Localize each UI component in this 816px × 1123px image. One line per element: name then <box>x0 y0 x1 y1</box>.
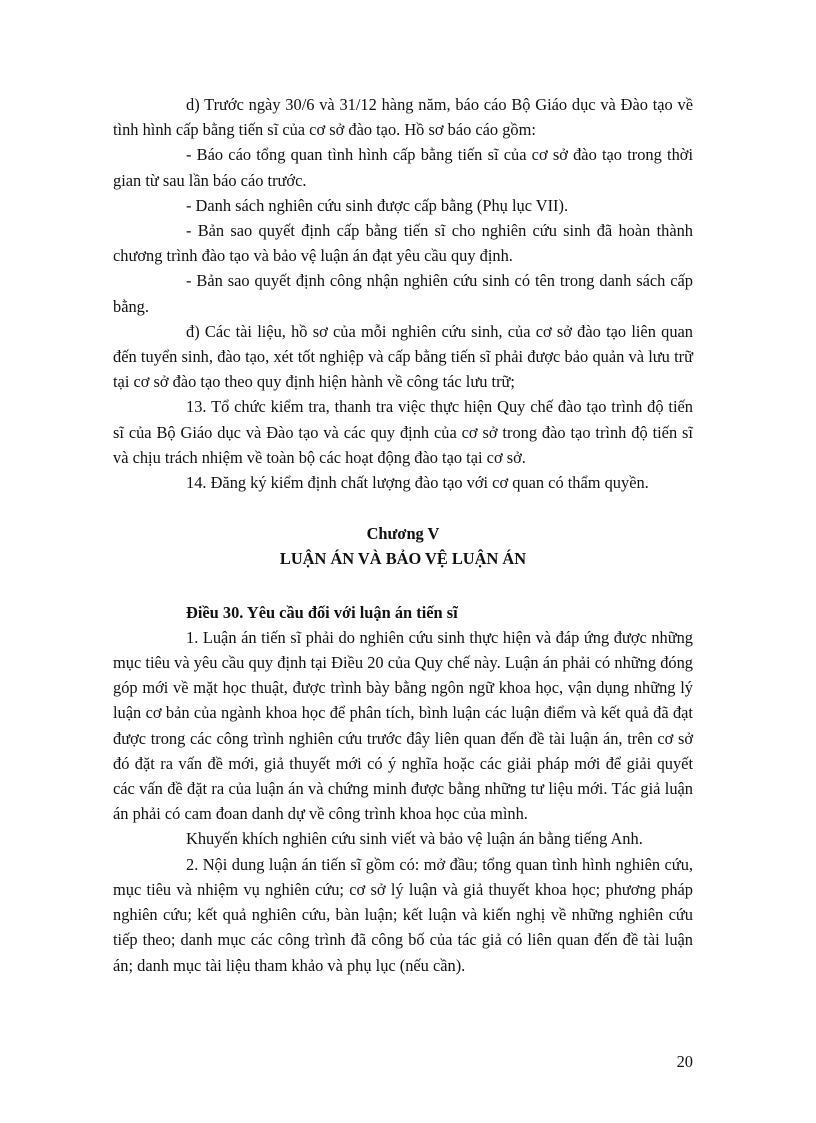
article-heading: Điều 30. Yêu cầu đối với luận án tiến sĩ <box>186 602 458 622</box>
paragraph-overview-report: - Báo cáo tổng quan tình hình cấp bằng tiến sĩ của cơ sở đào tạo trong thời gian từ sau lần báo cáo trước. <box>113 145 693 190</box>
chapter-number: Chương V <box>366 524 440 544</box>
paragraph-report-deadline: d) Trước ngày 30/6 và 31/12 hàng năm, báo cáo Bộ Giáo dục và Đào tạo về tình hình cấp bằng tiến sĩ của cơ sở đào tạo. Hồ sơ báo cáo gồm: <box>113 95 693 140</box>
chapter-heading <box>113 521 693 571</box>
paragraph-degree-decision-copy: - Bản sao quyết định cấp bằng tiến sĩ cho nghiên cứu sinh đã hoàn thành chương trình đào tạo và bảo vệ luận án đạt yêu cầu quy định. <box>113 221 693 266</box>
paragraph-records-archiving: đ) Các tài liệu, hồ sơ của mỗi nghiên cứu sinh, của cơ sở đào tạo liên quan đến tuyển sinh, đào tạo, xét tốt nghiệp và cấp bằng tiến sĩ phải được bảo quản và lưu trữ tại cơ sở đào tạo theo quy định hiện hành về công tác lưu trữ; <box>113 321 693 392</box>
article-paragraph-1: 1. Luận án tiến sĩ phải do nghiên cứu sinh thực hiện và đáp ứng được những mục tiêu và yêu cầu quy định tại Điều 20 của Quy chế này. Luận án phải có những đóng góp mới về mặt học thuật, được trình bày bằng ngôn ngữ khoa học, vận dụng những lý luận cơ bản của ngành khoa học để phân tích, bình luận các luận điểm và kết quả đã đạt được trong các công trình nghiên cứu trước đây liên quan đến đề tài luận án, trên cơ sở đó đặt ra vấn đề mới, giả thuyết mới có ý nghĩa hoặc các giải pháp mới để giải quyết các vấn đề đặt ra của luận án và chứng minh được bằng những tư liệu mới. Tác giả luận án phải có cam đoan danh dự về công trình khoa học của mình. <box>113 627 693 824</box>
paragraph-item-13: 13. Tổ chức kiểm tra, thanh tra việc thực hiện Quy chế đào tạo trình độ tiến sĩ của Bộ Giáo dục và Đào tạo và các quy định của cơ sở trong đào tạo trình độ tiến sĩ và chịu trách nhiệm về toàn bộ các hoạt động đào tạo tại cơ sở. <box>113 397 693 467</box>
page-number: 20 <box>676 1052 693 1071</box>
paragraph-graduate-list: - Danh sách nghiên cứu sinh được cấp bằng (Phụ lục VII). <box>186 195 569 215</box>
chapter-title: LUẬN ÁN VÀ BẢO VỆ LUẬN ÁN <box>279 549 527 569</box>
article-paragraph-english: Khuyến khích nghiên cứu sinh viết và bảo vệ luận án bằng tiếng Anh. <box>186 829 643 849</box>
document-page <box>113 92 693 978</box>
paragraph-item-14: 14. Đăng ký kiểm định chất lượng đào tạo với cơ quan có thẩm quyền. <box>186 473 649 493</box>
paragraph-recognition-decision-copy: - Bản sao quyết định công nhận nghiên cứu sinh có tên trong danh sách cấp bằng. <box>113 271 693 316</box>
article-paragraph-2: 2. Nội dung luận án tiến sĩ gồm có: mở đầu; tổng quan tình hình nghiên cứu, mục tiêu và nhiệm vụ nghiên cứu; cơ sở lý luận và giả thuyết khoa học; phương pháp nghiên cứu; kết quả nghiên cứu, bàn luận; kết luận và kiến nghị về những nghiên cứu tiếp theo; danh mục các công trình đã công bố của tác giả có liên quan đến đề tài luận án; danh mục tài liệu tham khảo và phụ lục (nếu cần). <box>113 854 693 975</box>
